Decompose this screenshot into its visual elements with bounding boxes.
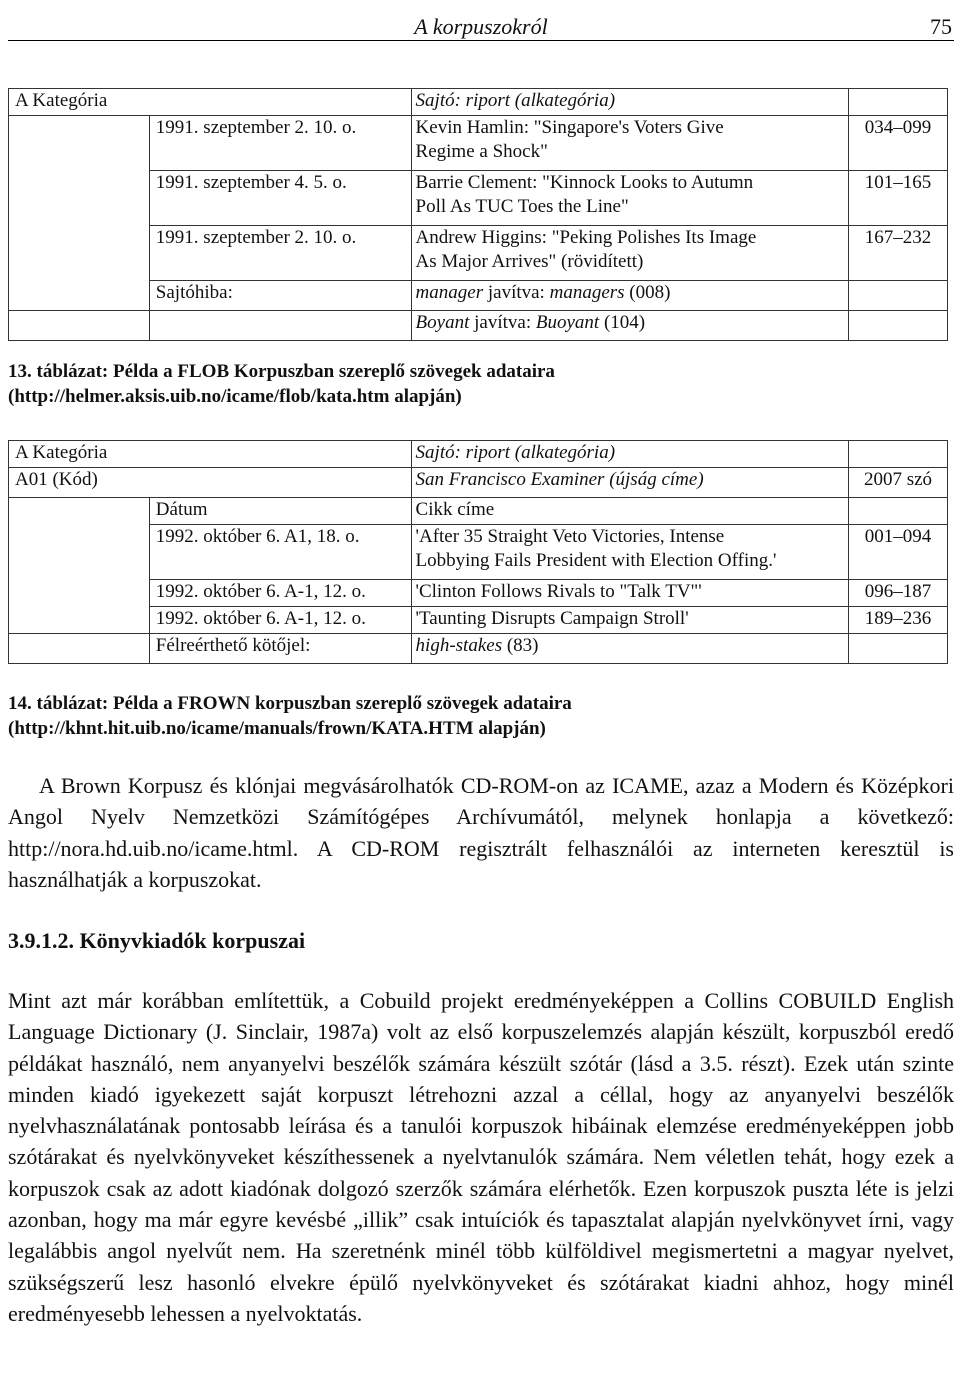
table-row <box>9 607 948 634</box>
row-title: Kevin Hamlin: "Singapore's Voters Give Regime a Shock" <box>411 116 849 171</box>
section-heading: 3.9.1.2. Könyvkiadók korpuszai <box>8 928 306 953</box>
row-date: 1991. szeptember 2. 10. o. <box>149 116 411 171</box>
row-title: 'After 35 Straight Veto Victories, Intense Lobbying Fails President with Election Offing.' <box>411 525 849 580</box>
row-title: 'Clinton Follows Rivals to "Talk TV"' <box>411 580 849 607</box>
table-row <box>9 171 948 226</box>
row-date: 1991. szeptember 2. 10. o. <box>149 226 411 281</box>
table-caption: 13. táblázat: Példa a FLOB Korpuszban szereplő szövegek adataira (http://helmer.aksis.uib.no/icame/flob/kata.htm alapján) <box>8 361 555 407</box>
row-date: 1992. október 6. A-1, 12. o. <box>149 607 411 634</box>
row-title: Barrie Clement: "Kinnock Looks to Autumn Poll As TUC Toes the Line" <box>411 171 849 226</box>
table-row <box>9 525 948 580</box>
hyphen-label: Félreérthető kötőjel: <box>149 634 411 664</box>
row-title: Andrew Higgins: "Peking Polishes Its Image As Major Arrives" (rövidített) <box>411 226 849 281</box>
row-title: 'Taunting Disrupts Campaign Stroll' <box>411 607 849 634</box>
errata-label: Sajtóhiba: <box>149 281 411 311</box>
running-title: A korpuszokról <box>414 14 548 39</box>
running-header <box>8 6 954 41</box>
errata-item: manager javítva: managers (008) <box>411 281 849 311</box>
table-row <box>9 116 948 171</box>
table1-category: A Kategória <box>9 89 412 116</box>
page-number: 75 <box>930 14 952 39</box>
table-row <box>9 226 948 281</box>
row-date: 1992. október 6. A-1, 12. o. <box>149 580 411 607</box>
row-range: 189–236 <box>849 607 948 634</box>
row-range: 034–099 <box>849 116 948 171</box>
table1-subcategory: Sajtó: riport (alkategória) <box>411 89 849 116</box>
table-row <box>9 580 948 607</box>
code-label: A01 (Kód) <box>9 468 412 498</box>
paragraph-brown: A Brown Korpusz és klónjai megvásárolhatók CD-ROM-on az ICAME, azaz a Modern és Középkori Angol Nyelv Nemzetközi Számítógépes Archívumától, melynek honlapja a következő: http://nora.hd.uib.no/icame.html. A CD-ROM regisztrált felhasználói az interneten keresztül is használhatják a korpuszokat. <box>8 773 954 892</box>
hyphen-item: high-stakes (83) <box>411 634 849 664</box>
paragraph-publishers: Mint azt már korábban említettük, a Cobuild projekt eredményeképpen a Collins COBUILD English Language Dictionary (J. Sinclair, 1987a) volt az első korpuszelemzés alapján készült, korpuszból eredő példákat használó, nem anyanyelvi beszélők számára készült szótár (lásd a 3.5. részt). Ezek után szinte minden kiadó igyekezett saját korpuszt létrehozni azzal a céllal, hogy az anyanyelvi beszélők nyelvhasználatának pontosabb leírása és a tanulói korpuszok hibáinak elemzése eredményeképpen jobb szótárakat és nyelvkönyveket készíthessenek a nyelvtanulók számára. Nem véletlen tehát, hogy ezek a korpuszok csak az adott kiadónak dolgozó szerzők számára elérhetők. Ezen korpuszok puszta léte is jelzi azonban, hogy ma már egyre kevésbé „illik” csak intuíciók és tapasztalat alapján nyelvkönyvet írni, vagy legalábbis angol nyelvűt nem. Ha szeretnénk minél több külföldivel megismertetni a magyar nyelvet, szükségszerű lesz hasonló elvekre épülő nyelvkönyveket és szótárakat kiadni ahhoz, hogy minél eredményesebb lehessen a nyelvoktatás. <box>8 988 954 1326</box>
flob-table <box>8 88 948 341</box>
table-caption: 14. táblázat: Példa a FROWN korpuszban szereplő szövegek adataira (http://khnt.hit.uib.no/icame/manuals/frown/KATA.HTM alapján) <box>8 693 572 739</box>
row-range: 096–187 <box>849 580 948 607</box>
row-range: 101–165 <box>849 171 948 226</box>
column-header-title: Cikk címe <box>411 498 849 525</box>
row-date: 1992. október 6. A1, 18. o. <box>149 525 411 580</box>
table2-category: A Kategória <box>9 441 412 468</box>
row-range: 001–094 <box>849 525 948 580</box>
row-date: 1991. szeptember 4. 5. o. <box>149 171 411 226</box>
errata-item: Boyant javítva: Buoyant (104) <box>411 311 849 341</box>
newspaper-name: San Francisco Examiner (újság címe) <box>411 468 849 498</box>
word-count: 2007 szó <box>849 468 948 498</box>
table2-subcategory: Sajtó: riport (alkategória) <box>411 441 849 468</box>
row-range: 167–232 <box>849 226 948 281</box>
frown-table <box>8 440 948 664</box>
column-header-date: Dátum <box>149 498 411 525</box>
